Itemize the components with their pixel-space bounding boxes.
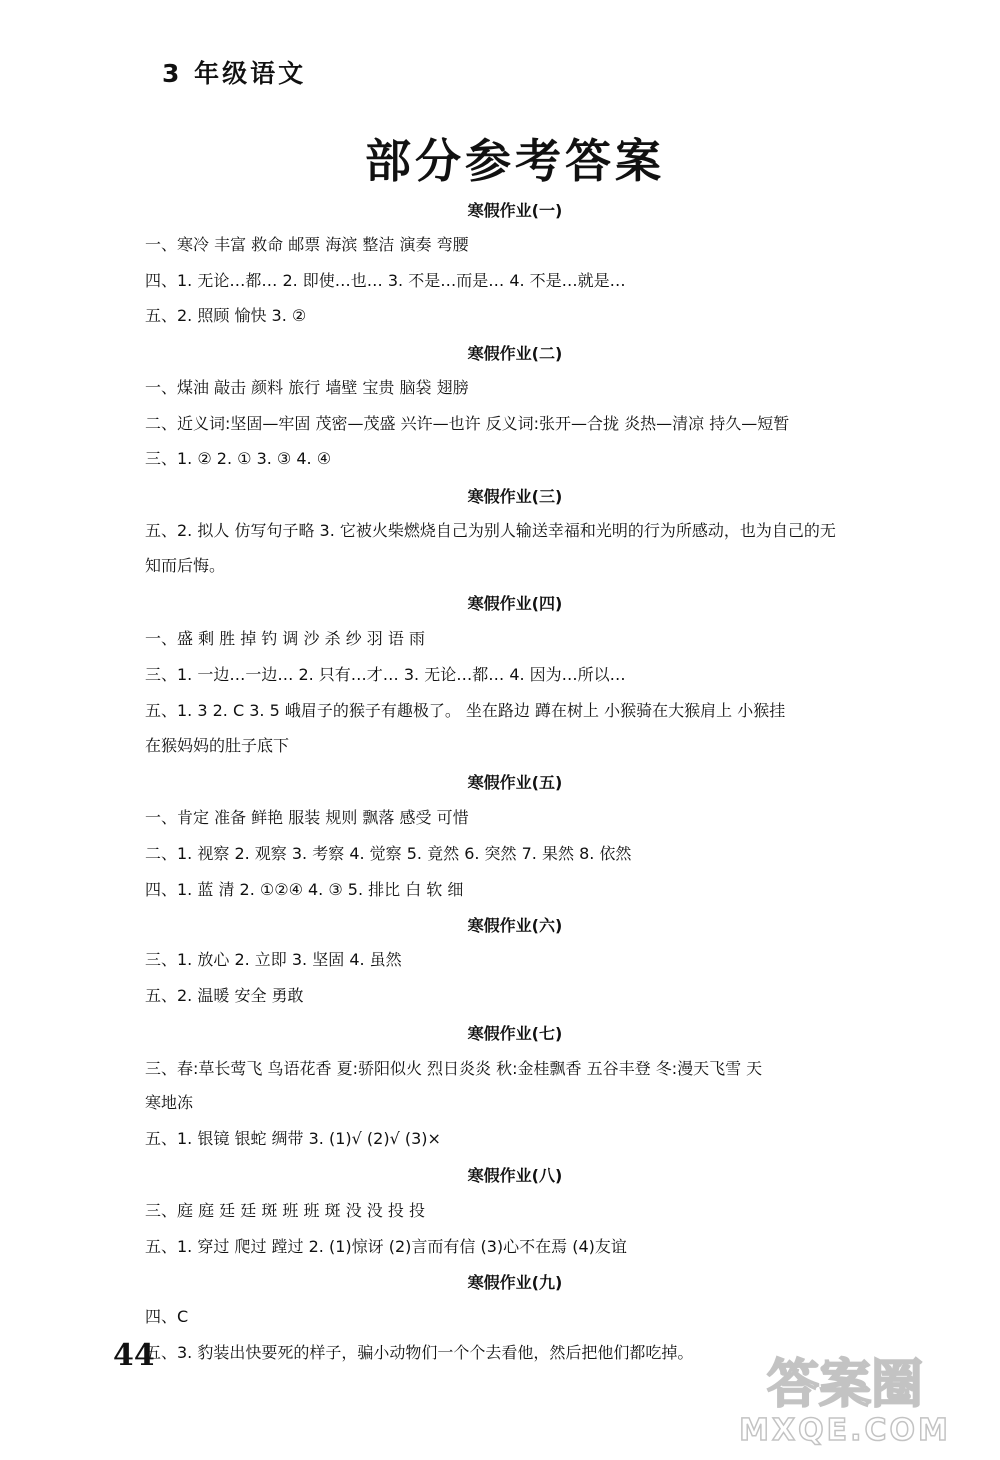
section-title: 寒假作业(七) [467,1024,563,1043]
page-header: 3 年级语文 [162,59,307,88]
answer-line: 三、春:草长莺飞 鸟语花香 夏:骄阳似火 烈日炎炎 秋:金桂飘香 五谷丰登 冬:漫天飞雪 天 [145,1059,763,1078]
answer-line: 一、寒冷 丰富 救命 邮票 海滨 整洁 演奏 弯腰 [145,235,469,254]
watermark-url: MXQE.COM [739,1413,951,1448]
section-title: 寒假作业(九) [467,1273,563,1292]
answer-line: 四、1. 蓝 清 2. ①②④ 4. ③ 5. 排比 白 软 细 [145,880,464,899]
answer-line: 五、2. 温暖 安全 勇敢 [145,986,304,1005]
answer-line: 一、煤油 敲击 颜料 旅行 墙壁 宝贵 脑袋 翅膀 [145,378,469,397]
answer-line: 二、1. 视察 2. 观察 3. 考察 4. 觉察 5. 竟然 6. 突然 7. 果然 8. 依然 [145,844,632,863]
answer-line: 三、1. ② 2. ① 3. ③ 4. ④ [145,449,332,468]
page-number: 44 [113,1338,155,1373]
watermark-logo [703,1340,988,1450]
section-title: 寒假作业(一) [467,201,563,220]
section-title: 寒假作业(四) [467,594,563,613]
answer-line: 四、1. 无论…都… 2. 即使…也… 3. 不是…而是… 4. 不是…就是… [145,271,626,290]
section-title: 寒假作业(五) [467,773,563,792]
answer-line: 三、1. 放心 2. 立即 3. 坚固 4. 虽然 [145,950,402,969]
answer-line: 四、C [145,1307,189,1326]
answer-line: 五、3. 豹装出快要死的样子，骗小动物们一个个去看他，然后把他们都吃掉。 [145,1343,694,1362]
section-title: 寒假作业(三) [467,487,563,506]
answer-line: 五、1. 3 2. C 3. 5 峨眉子的猴子有趣极了。 坐在路边 蹲在树上 小猴骑在大猴肩上 小猴挂 [145,701,786,720]
answer-line: 一、肯定 准备 鲜艳 服装 规则 飘落 感受 可惜 [145,808,469,827]
section-title: 寒假作业(六) [467,916,563,935]
section-title: 寒假作业(二) [467,344,563,363]
page-title: 部分参考答案 [365,134,665,188]
answer-line: 五、2. 照顾 愉快 3. ② [145,306,307,325]
answer-line: 知而后悔。 [145,556,226,575]
answer-line: 二、近义词:坚固—牢固 茂密—茂盛 兴许—也许 反义词:张开—合拢 炎热—清凉 持久—短暂 [145,414,790,433]
watermark-text: 答案圈 [766,1355,924,1415]
answer-line: 一、盛 剩 胜 掉 钓 调 沙 杀 纱 羽 语 雨 [145,629,425,648]
answer-line: 五、1. 银镜 银蛇 绸带 3. (1)√ (2)√ (3)× [145,1129,441,1148]
answer-line: 三、1. 一边…一边… 2. 只有…才… 3. 无论…都… 4. 因为…所以… [145,665,626,684]
answer-line: 五、1. 穿过 爬过 蹚过 2. (1)惊讶 (2)言而有信 (3)心不在焉 (4)友谊 [145,1237,627,1256]
answer-line: 三、庭 庭 廷 廷 斑 班 班 斑 没 没 投 投 [145,1201,425,1220]
section-title: 寒假作业(八) [467,1166,563,1185]
answer-line: 寒地冻 [145,1093,194,1112]
answer-line: 在猴妈妈的肚子底下 [145,736,290,755]
answer-line: 五、2. 拟人 仿写句子略 3. 它被火柴燃烧自己为别人输送幸福和光明的行为所感动，也为自己的无 [145,521,836,540]
